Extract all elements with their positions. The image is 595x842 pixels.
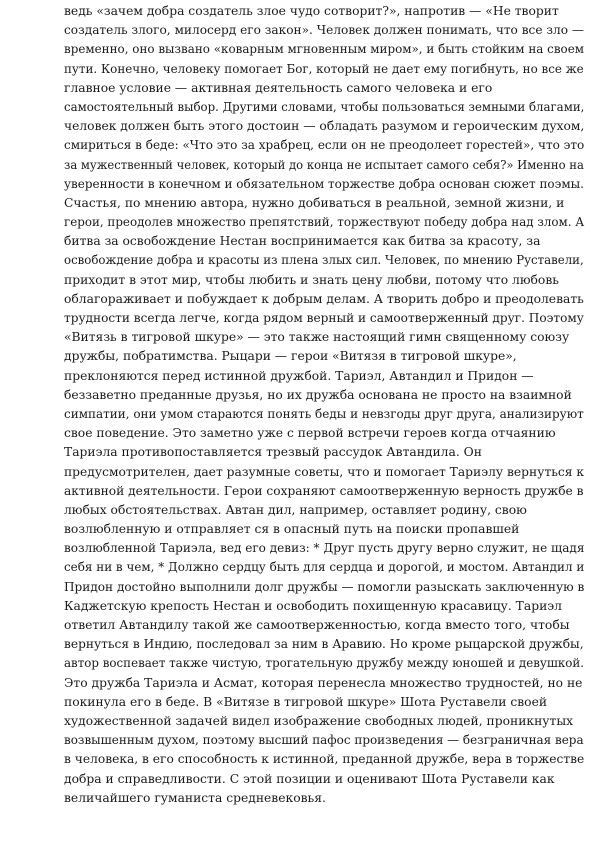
text-line: облагораживает и побуждает к добрым делам. А творить добро и преодолевать (64, 291, 584, 306)
text-line: любых обстоятельствах. Автан дил, например, оставляет родину, свою (64, 502, 527, 517)
text-line: покинула его в беде. В «Витязе в тигровой шкуре» Шота Руставели своей (64, 694, 548, 709)
text-line: Тариэла противопоставляется трезвый рассудок Автандила. Он (64, 445, 482, 460)
text-line: Придон достойно выполнили долг дружбы — помогли разыскать заключенную в (64, 579, 585, 594)
text-line: автор воспевает также чистую, трогательную дружбу между юношей и девушкой. (64, 656, 585, 671)
text-line: себя ни в чем, * Должно сердцу быть для сердца и дорогой, и мостом. Автандил и (64, 560, 585, 575)
text-line: уверенности в конечном и обязательном торжестве добра основан сюжет поэмы. (64, 176, 584, 191)
text-line: возвышенным духом, поэтому высший пафос произведения — безграничная вера (64, 733, 584, 748)
text-line: приходит в этот мир, чтобы любить и знать цену любви, потому что любовь (64, 272, 559, 287)
text-line: симпатии, они умом стараются понять беды и невзгоды друг друга, анализируют (64, 406, 584, 421)
text-line: Это дружба Тариэла и Асмат, которая перенесла множество трудностей, но не (64, 675, 583, 690)
text-line: в человека, в его способность к истинной, преданной дружбе, вера в торжестве (64, 752, 585, 767)
text-line: создатель злого, милосерд его закон». Человек должен понимать, что все зло — (64, 23, 585, 38)
text-line: свое поведение. Это заметно уже с первой встречи героев когда отчаянию (64, 426, 556, 441)
text-line: активной деятельности. Герои сохраняют самоотверженную верность дружбе в (64, 483, 584, 498)
text-line: дружбы, побратимства. Рыцари — герои «Витязя в тигровой шкуре», (64, 349, 517, 364)
body-text (64, 2, 584, 808)
text-line: беззаветно преданные друзья, но их дружба основана не просто на взаимной (64, 387, 572, 402)
text-line: трудности всегда легче, когда рядом верный и самоотверженный друг. Поэтому (64, 311, 584, 325)
text-line: человек должен быть этого достоин — обладать разумом и героическим духом, (64, 119, 585, 134)
text-line: главное условие — активная деятельность самого человека и его (64, 80, 493, 95)
text-line: предусмотрителен, дает разумные советы, что и помогает Тариэлу вернуться к (64, 464, 585, 479)
text-line: ответил Автандилу такой же самоотверженностью, когда вместо того, чтобы (64, 618, 570, 632)
text-line: смириться в беде: «Что это за храбрец, если он не преодолеет горестей», что это (64, 138, 585, 153)
text-line: величайшего гуманиста средневековья. (64, 790, 326, 805)
text-line: «Витязь в тигровой шкуре» — это также настоящий гимн священному союзу (64, 330, 570, 345)
text-line: освобождение добра и красоты из плена злых сил. Человек, по мнению Руставели, (64, 253, 584, 268)
text-line: временно, оно вызвано «коварным мгновенным миром», и быть стойким на своем (64, 42, 585, 57)
text-line: самостоятельный выбор. Другими словами, чтобы пользоваться земными благами, (64, 99, 585, 114)
text-line: Счастья, по мнению автора, нужно добиваться в реальной, земной жизни, и (64, 195, 565, 210)
text-line: возлюбленную и отправляет ся в опасный путь на поиски пропавшей (64, 522, 520, 537)
text-line: вернуться в Индию, последовал за ним в Аравию. Но кроме рыцарской дружбы, (64, 637, 584, 652)
text-line: ведь «зачем добра создатель злое чудо сотворит?», напротив — «Не творит (64, 4, 559, 18)
text-line: за мужественный человек, который до конца не испытает самого себя?» Именно на (64, 157, 584, 172)
text-line: добра и справедливости. С этой позиции и оценивают Шота Руставели как (64, 771, 555, 786)
text-line: преклоняются перед истинной дружбой. Тариэл, Автандил и Придон — (64, 368, 534, 383)
text-line: Каджетскую крепость Нестан и освободить похищенную красавицу. Тариэл (64, 598, 562, 613)
text-line: битва за освобождение Нестан воспринимается как битва за красоту, за (64, 234, 541, 249)
text-line: возлюбленной Тариэла, вед его девиз: * Друг пусть другу верно служит, не щадя (64, 541, 585, 556)
text-line: герои, преодолев множество препятствий, торжествуют победу добра над злом. А (64, 215, 585, 230)
text-line: пути. Конечно, человеку помогает Бог, который не дает ему погибнуть, но все же (64, 61, 584, 76)
text-line: художественной задачей видел изображение свободных людей, проникнутых (64, 713, 574, 728)
